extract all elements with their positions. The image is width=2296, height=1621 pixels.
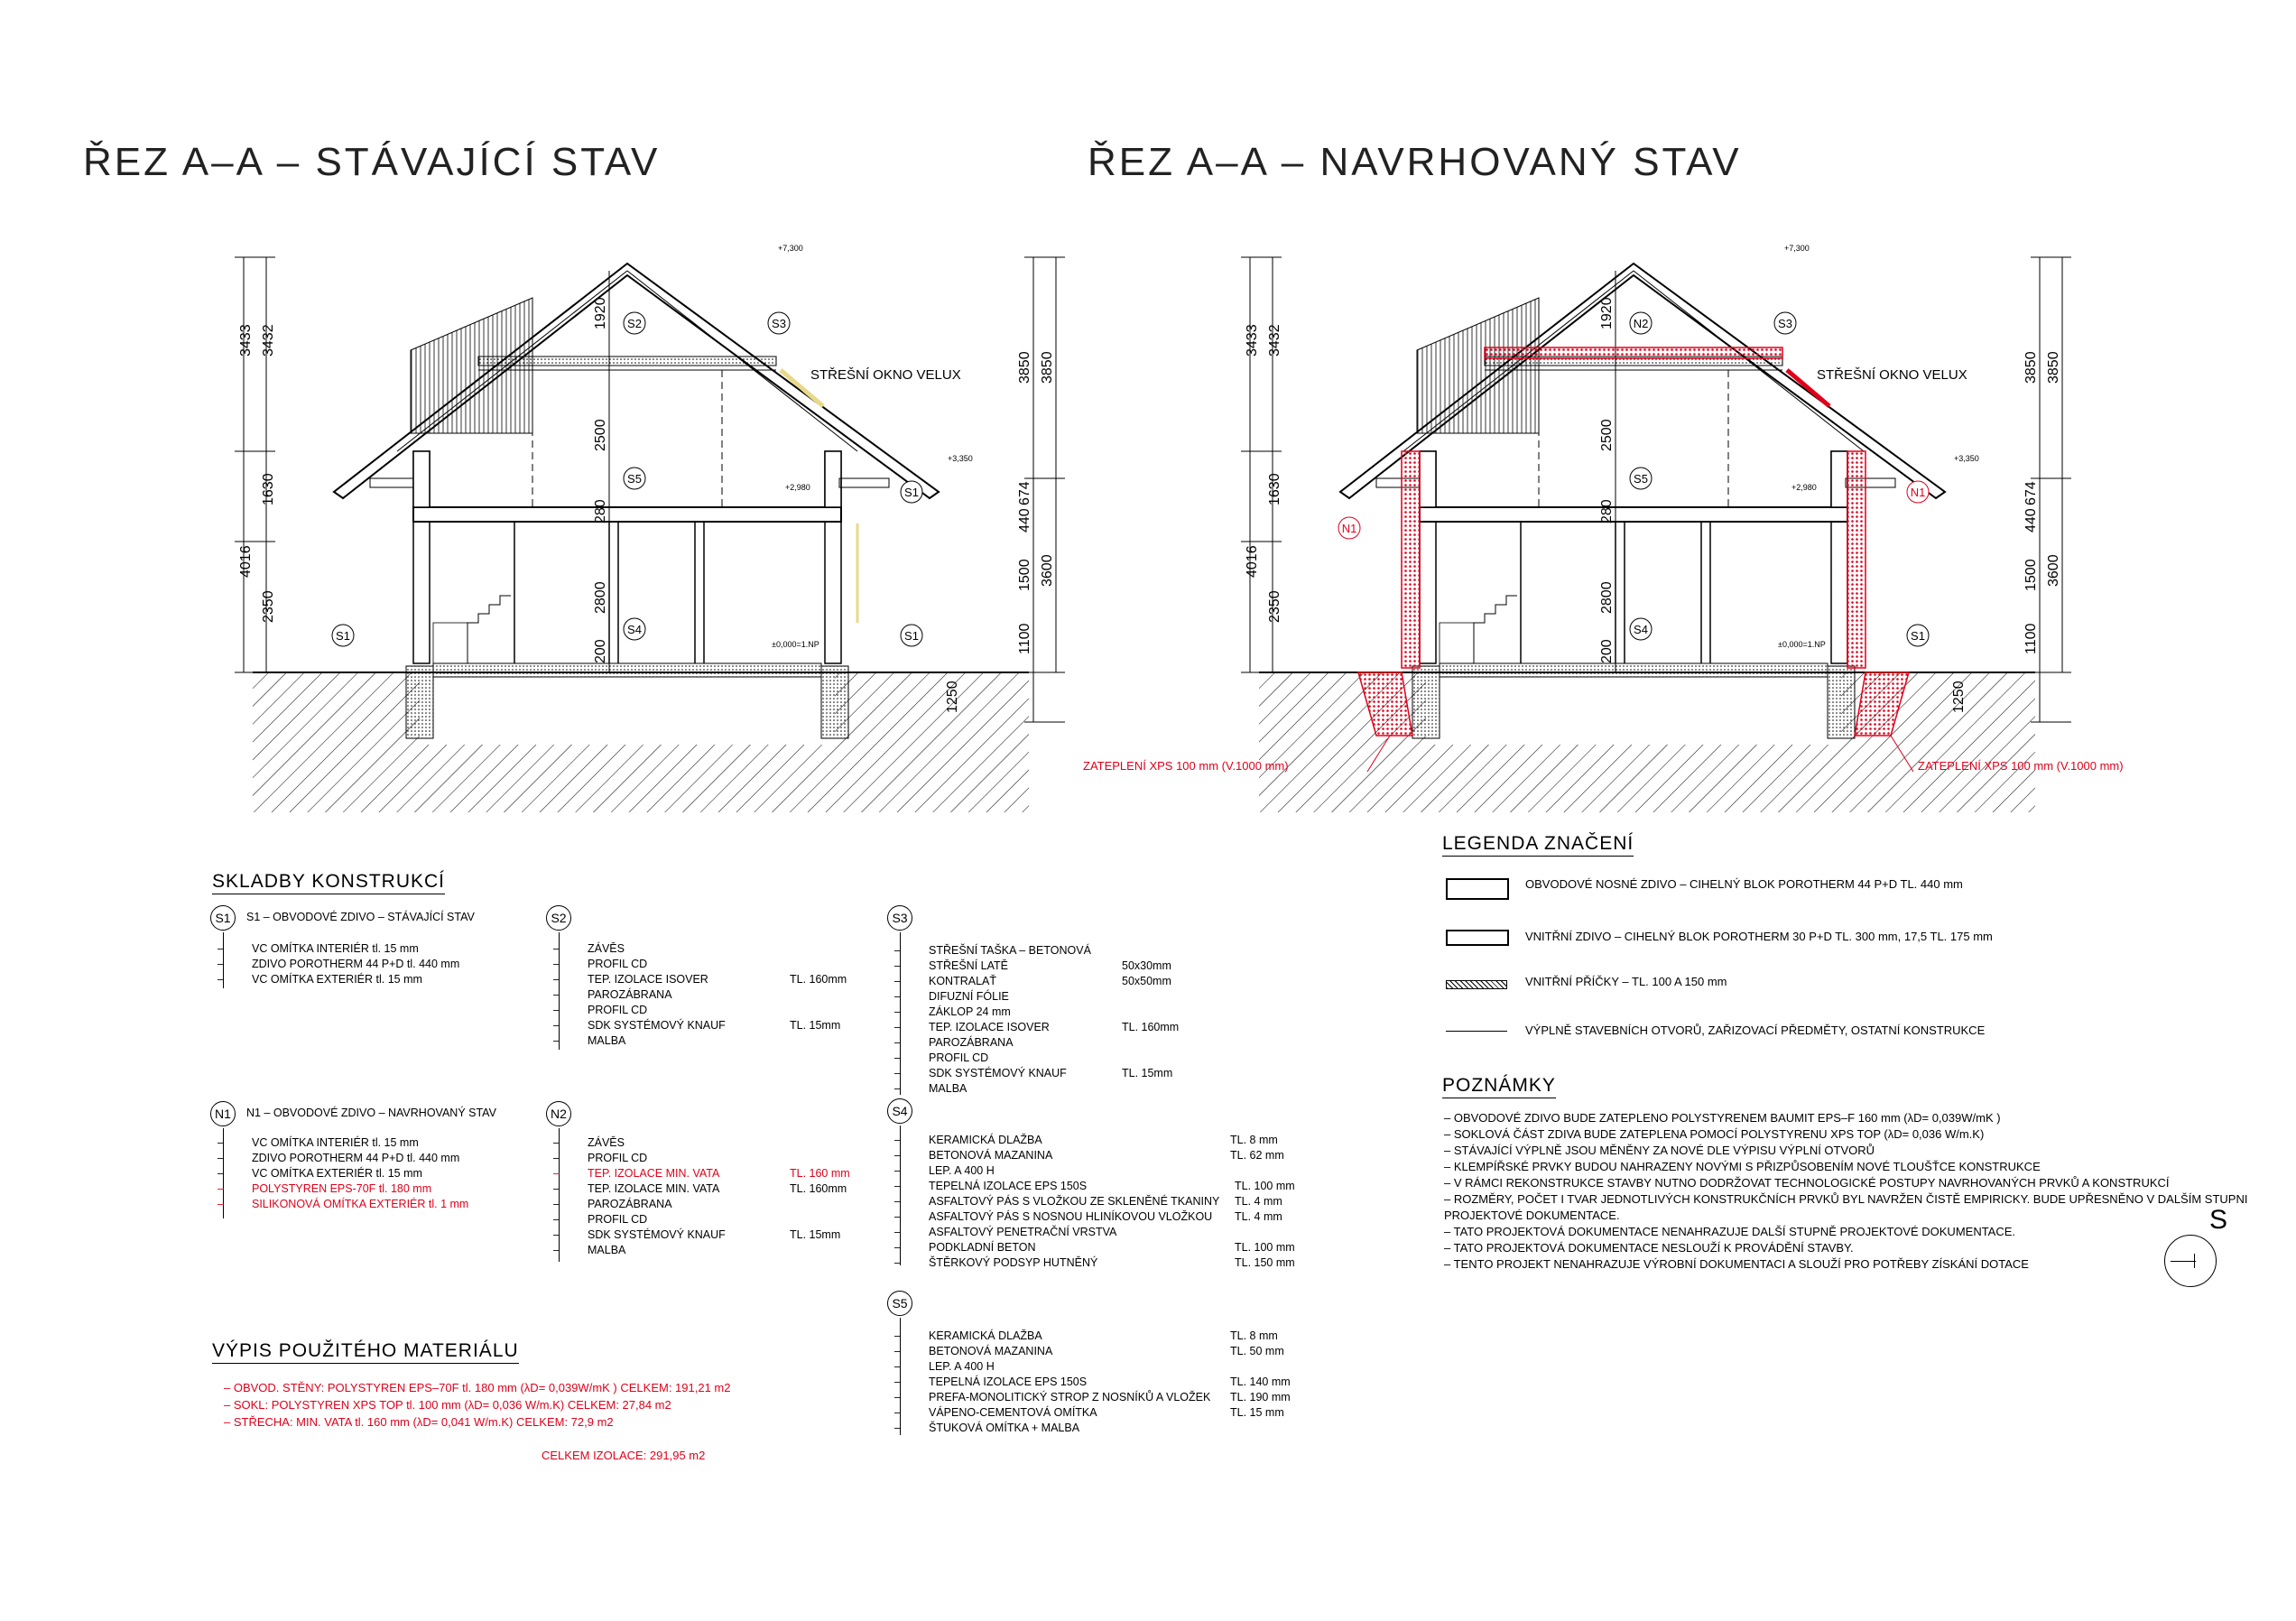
svg-text:S3: S3 [772,317,786,330]
legend-symbol-partition [1446,980,1507,989]
note-row: – OBVODOVÉ ZDIVO BUDE ZATEPLENO POLYSTYRENEM BAUMIT EPS–F 160 mm (λD= 0,039W/mK ) [1444,1111,2001,1125]
dim-text: 200 [593,639,608,663]
comp-row: STŘEŠNÍ LATĚ [929,959,1008,972]
dim-text: 2350 [261,590,276,623]
comp-value: TL. 50 mm [1230,1345,1284,1357]
svg-text:N1: N1 [1910,486,1926,499]
comp-row: SILIKONOVÁ OMÍTKA EXTERIÉR tl. 1 mm [252,1198,469,1210]
legend-row: VÝPLNĚ STAVEBNÍCH OTVORŮ, ZAŘIZOVACÍ PŘEDMĚTY, OSTATNÍ KONSTRUKCE [1525,1024,1986,1037]
comp-row: BETONOVÁ MAZANINA [929,1149,1053,1162]
comp-s5 [887,1291,1320,1444]
level-mark: +3,350 [1954,454,1979,463]
dim-text: 280 [593,499,608,523]
north-label: S [2209,1205,2228,1235]
comp-value: TL. 140 mm [1230,1376,1291,1388]
comp-value: 50x50mm [1122,975,1171,987]
comp-row: ZDIVO POROTHERM 44 P+D tl. 440 mm [252,1152,460,1164]
dim-text: 440 [1017,508,1032,533]
svg-text:S4: S4 [627,623,642,636]
comp-row: ŠTĚRKOVÝ PODSYP HUTNĚNÝ [929,1256,1098,1269]
comp-row: ZÁVĚS [588,942,625,955]
comp-row: PREFA-MONOLITICKÝ STROP Z NOSNÍKŮ A VLOŽEK [929,1391,1211,1403]
comp-value: TL. 150 mm [1235,1256,1295,1269]
comp-value: TL. 4 mm [1235,1210,1282,1223]
tag-s3 [768,312,790,334]
dim-text: 440 [2023,508,2039,533]
dim-text: 3850 [2023,351,2039,384]
comp-value: TL. 62 mm [1230,1149,1284,1162]
comp-row: MALBA [588,1034,626,1047]
note-row: – TATO PROJEKTOVÁ DOKUMENTACE NENAHRAZUJE DALŠÍ STUPNĚ PROJEKTOVÉ DOKUMENTACE. [1444,1225,2016,1238]
xps-note: ZATEPLENÍ XPS 100 mm (V.1000 mm) [1083,759,1289,773]
tag-s4 [624,618,645,640]
note-row: – KLEMPÍŘSKÉ PRVKY BUDOU NAHRAZENY NOVÝMI S PŘIZPŮSOBENÍM NOVÉ TLOUŠŤCE KONSTRUKCE [1444,1160,2041,1173]
svg-text:N2: N2 [1633,317,1649,330]
svg-text:S3: S3 [1778,317,1792,330]
comp-row: ASFALTOVÝ PENETRAČNÍ VRSTVA [929,1226,1117,1238]
tag-s1 [901,481,922,503]
comp-row: VÁPENO-CEMENTOVÁ OMÍTKA [929,1406,1097,1419]
level-mark: ±0,000=1.NP [1778,640,1826,649]
comp-row: VC OMÍTKA EXTERIÉR tl. 15 mm [252,1167,422,1180]
comp-value: TL. 8 mm [1230,1134,1278,1146]
comp-row: PROFIL CD [929,1051,989,1064]
comp-row: PAROZÁBRANA [588,988,672,1001]
dim-text: 3432 [1267,324,1282,357]
level-mark: +7,300 [1784,244,1810,253]
comp-row: PAROZÁBRANA [929,1036,1014,1049]
comp-n1 [210,1101,553,1237]
comp-row: PAROZÁBRANA [588,1198,672,1210]
comp-value: TL. 4 mm [1235,1195,1282,1208]
dim-text: 1100 [1017,623,1032,654]
note-row: – TATO PROJEKTOVÁ DOKUMENTACE NESLOUŽÍ K PROVÁDĚNÍ STAVBY. [1444,1241,1854,1255]
dim-text: 3600 [2046,554,2061,587]
comp-s2 [546,905,871,1086]
comp-row: TEPELNÁ IZOLACE EPS 150S [929,1180,1088,1192]
comp-row: PROFIL CD [588,958,648,970]
comp-s1: S1 S1 – OBVODOVÉ ZDIVO – STÁVAJÍCÍ STAV VC OMÍTKA INTERIÉR tl. 15 mm ZDIVO POROTHERM 44 P+D tl. 440 mm VC OMÍTKA EXTERIÉR tl. 15 mm [210,905,535,1005]
material-total: CELKEM IZOLACE: 291,95 m2 [542,1449,706,1462]
dim-text: 1500 [1017,559,1032,591]
comp-row: ZÁKLOP 24 mm [929,1005,1011,1018]
comp-row: SDK SYSTÉMOVÝ KNAUF [929,1067,1067,1079]
comp-row: PROFIL CD [588,1152,648,1164]
legend-row: OBVODOVÉ NOSNÉ ZDIVO – CIHELNÝ BLOK POROTHERM 44 P+D TL. 440 mm [1525,877,1963,891]
material-heading: VÝPIS POUŽITÉHO MATERIÁLU [212,1340,519,1364]
comp-row: PROFIL CD [588,1213,648,1226]
dim-text: 3850 [1040,351,1055,384]
dim-text: 1920 [1599,297,1615,329]
tag-s1 [901,625,922,646]
section-existing [235,257,1065,812]
comp-row: ZÁVĚS [588,1136,625,1149]
title-existing: ŘEZ A–A – STÁVAJÍCÍ STAV [83,140,661,184]
tag-s4 [1630,618,1652,640]
comp-row: MALBA [588,1244,626,1256]
comp-row: PROFIL CD [588,1004,648,1016]
comp-row: TEP. IZOLACE ISOVER [588,973,708,986]
comp-row: LEP. A 400 H [929,1360,995,1373]
comp-value: TL. 160mm [790,973,847,986]
comp-value: TL. 160mm [790,1182,847,1195]
comp-name: S1 – OBVODOVÉ ZDIVO – STÁVAJÍCÍ STAV [246,911,475,923]
notes-heading: POZNÁMKY [1442,1075,1556,1098]
comp-tag: S2 [546,905,571,931]
tag-s5 [624,468,645,489]
note-row: – ROZMĚRY, POČET I TVAR JEDNOTLIVÝCH KONSTRUKČNÍCH PRVKŮ BYL NAVRŽEN ČISTĚ EMPIRICKY. BUDE UPŘESNĚNO V DALŠÍM STUPNI [1444,1192,2248,1206]
comp-tag: S5 [887,1291,912,1316]
level-mark: ±0,000=1.NP [772,640,819,649]
dim-text: 2350 [1267,590,1282,623]
comp-row: STŘEŠNÍ TAŠKA – BETONOVÁ [929,944,1091,957]
comp-n2 [546,1101,871,1264]
legend-symbol-inner-wall [1446,930,1509,946]
svg-text:S5: S5 [627,472,642,486]
comp-row: POLYSTYREN EPS-70F tl. 180 mm [252,1182,432,1195]
dim-text: 2500 [593,419,608,451]
comp-name: N1 – OBVODOVÉ ZDIVO – NAVRHOVANÝ STAV [246,1107,496,1119]
dim-text: 3600 [1040,554,1055,587]
comp-tag: S4 [887,1098,912,1124]
dim-text: 4016 [238,545,254,578]
comp-row: KERAMICKÁ DLAŽBA [929,1329,1042,1342]
tag-s1 [332,625,354,646]
comp-value: TL. 15mm [790,1228,841,1241]
tag-s1 [1907,625,1929,646]
dim-text: 3850 [1017,351,1032,384]
tag-n2 [1630,312,1652,334]
dim-text: 200 [1599,639,1615,663]
comp-row: ASFALTOVÝ PÁS S VLOŽKOU ZE SKLENĚNÉ TKANINY [929,1195,1220,1208]
comp-row: VC OMÍTKA INTERIÉR tl. 15 mm [252,1136,419,1149]
comp-row: ŠTUKOVÁ OMÍTKA + MALBA [929,1422,1080,1434]
legend-row: VNITŘNÍ ZDIVO – CIHELNÝ BLOK POROTHERM 30 P+D TL. 300 mm, 17,5 TL. 175 mm [1525,930,1993,943]
tag-s5 [1630,468,1652,489]
material-row: – SOKL: POLYSTYREN XPS TOP tl. 100 mm (λD= 0,036 W/m.K) CELKEM: 27,84 m2 [224,1398,671,1412]
dim-text: 1630 [261,473,276,505]
comp-value: TL. 160mm [1122,1021,1180,1033]
dim-text: 2800 [1599,581,1615,614]
roof-window-label: STŘEŠNÍ OKNO VELUX [1817,367,1967,383]
tag-s2 [624,312,645,334]
comp-row: LEP. A 400 H [929,1164,995,1177]
comp-row: TEP. IZOLACE MIN. VATA [588,1167,720,1180]
svg-text:S4: S4 [1634,623,1648,636]
svg-text:S1: S1 [1911,629,1925,643]
dim-text: 3432 [261,324,276,357]
material-row: – OBVOD. STĚNY: POLYSTYREN EPS–70F tl. 180 mm (λD= 0,039W/mK ) CELKEM: 191,21 m2 [224,1381,731,1394]
skladby-heading: SKLADBY KONSTRUKCÍ [212,871,445,894]
comp-tag: N1 [210,1101,236,1126]
legend-heading: LEGENDA ZNAČENÍ [1442,833,1634,857]
comp-tag: N2 [546,1101,571,1126]
note-row: – SOKLOVÁ ČÁST ZDIVA BUDE ZATEPLENA POMOCÍ POLYSTYRENU XPS TOP (λD= 0,036 W/m.K) [1444,1127,1985,1141]
section-proposed [1241,257,2071,812]
note-row: – STÁVAJÍCÍ VÝPLNĚ JSOU MĚNĚNY ZA NOVÉ DLE VÝPISU VÝPLNÍ OTVORŮ [1444,1144,1875,1157]
dim-text: 4016 [1245,545,1260,578]
comp-value: TL. 15mm [1122,1067,1173,1079]
comp-value: TL. 160 mm [790,1167,850,1180]
comp-row: TEP. IZOLACE ISOVER [929,1021,1050,1033]
svg-text:S1: S1 [904,486,919,499]
level-mark: +2,980 [785,483,810,492]
note-row: – V RÁMCI REKONSTRUKCE STAVBY NUTNO DODRŽOVAT TECHNOLOGICKÉ POSTUPY NAVRHOVANÝCH PRVKŮ A KONSTRUKCÍ [1444,1176,2170,1190]
dim-text: 3850 [2046,351,2061,384]
svg-text:S1: S1 [336,629,350,643]
svg-text:N1: N1 [1341,522,1357,535]
roof-window-label: STŘEŠNÍ OKNO VELUX [810,367,961,383]
comp-value: TL. 15 mm [1230,1406,1284,1419]
comp-tag: S1 [210,905,236,931]
dim-text: 3433 [238,324,254,357]
comp-s3 [887,905,1266,1104]
legend-symbol-outer-wall [1446,878,1509,900]
comp-row: DIFUZNÍ FÓLIE [929,990,1009,1003]
comp-row: TEP. IZOLACE MIN. VATA [588,1182,720,1195]
dim-text: 2500 [1599,419,1615,451]
comp-row: PODKLADNÍ BETON [929,1241,1036,1254]
comp-row: SDK SYSTÉMOVÝ KNAUF [588,1019,726,1032]
level-mark: +3,350 [948,454,973,463]
dim-text: 674 [1017,481,1032,505]
level-mark: +2,980 [1791,483,1817,492]
level-mark: +7,300 [778,244,803,253]
comp-tag: S3 [887,905,912,931]
north-arrow-icon [2164,1235,2217,1287]
comp-s4 [887,1098,1320,1279]
tag-n1 [1907,481,1929,503]
dim-text: 2800 [593,581,608,614]
svg-text:S2: S2 [627,317,642,330]
svg-text:S1: S1 [904,629,919,643]
note-row: – TENTO PROJEKT NENAHRAZUJE VÝROBNÍ DOKUMENTACI A SLOUŽÍ PRO POTŘEBY ZÍSKÁNÍ DOTACE [1444,1257,2029,1271]
comp-row: MALBA [929,1082,967,1095]
comp-value: TL. 15mm [790,1019,841,1032]
comp-row: KONTRALAŤ [929,975,997,987]
comp-value: 50x30mm [1122,959,1171,972]
comp-row: SDK SYSTÉMOVÝ KNAUF [588,1228,726,1241]
comp-row: KERAMICKÁ DLAŽBA [929,1134,1042,1146]
note-row: PROJEKTOVÉ DOKUMENTACE. [1444,1209,1620,1222]
material-row: – STŘECHA: MIN. VATA tl. 160 mm (λD= 0,041 W/m.K) CELKEM: 72,9 m2 [224,1415,614,1429]
dim-text: 280 [1599,499,1615,523]
dim-text: 1630 [1267,473,1282,505]
comp-value: TL. 100 mm [1235,1241,1295,1254]
tag-n1 [1338,517,1360,539]
xps-note: ZATEPLENÍ XPS 100 mm (V.1000 mm) [1918,759,2124,773]
dim-text: 3433 [1245,324,1260,357]
comp-row: ASFALTOVÝ PÁS S NOSNOU HLINÍKOVOU VLOŽKOU [929,1210,1213,1223]
dim-text: 1100 [2023,623,2039,654]
dim-text: 1500 [2023,559,2039,591]
comp-value: TL. 100 mm [1235,1180,1295,1192]
dim-text: 674 [2023,481,2039,505]
comp-value: TL. 190 mm [1230,1391,1291,1403]
tag-s3 [1774,312,1796,334]
title-proposed: ŘEZ A–A – NAVRHOVANÝ STAV [1088,140,1742,184]
comp-row: TEPELNÁ IZOLACE EPS 150S [929,1376,1088,1388]
comp-row: BETONOVÁ MAZANINA [929,1345,1053,1357]
dim-text: 1920 [593,297,608,329]
comp-value: TL. 8 mm [1230,1329,1278,1342]
svg-text:S5: S5 [1634,472,1648,486]
dim-text: 1250 [945,681,960,713]
legend-row: VNITŘNÍ PŘÍČKY – TL. 100 A 150 mm [1525,975,1727,988]
legend-symbol-line [1446,1031,1507,1032]
dim-text: 1250 [1951,681,1967,713]
